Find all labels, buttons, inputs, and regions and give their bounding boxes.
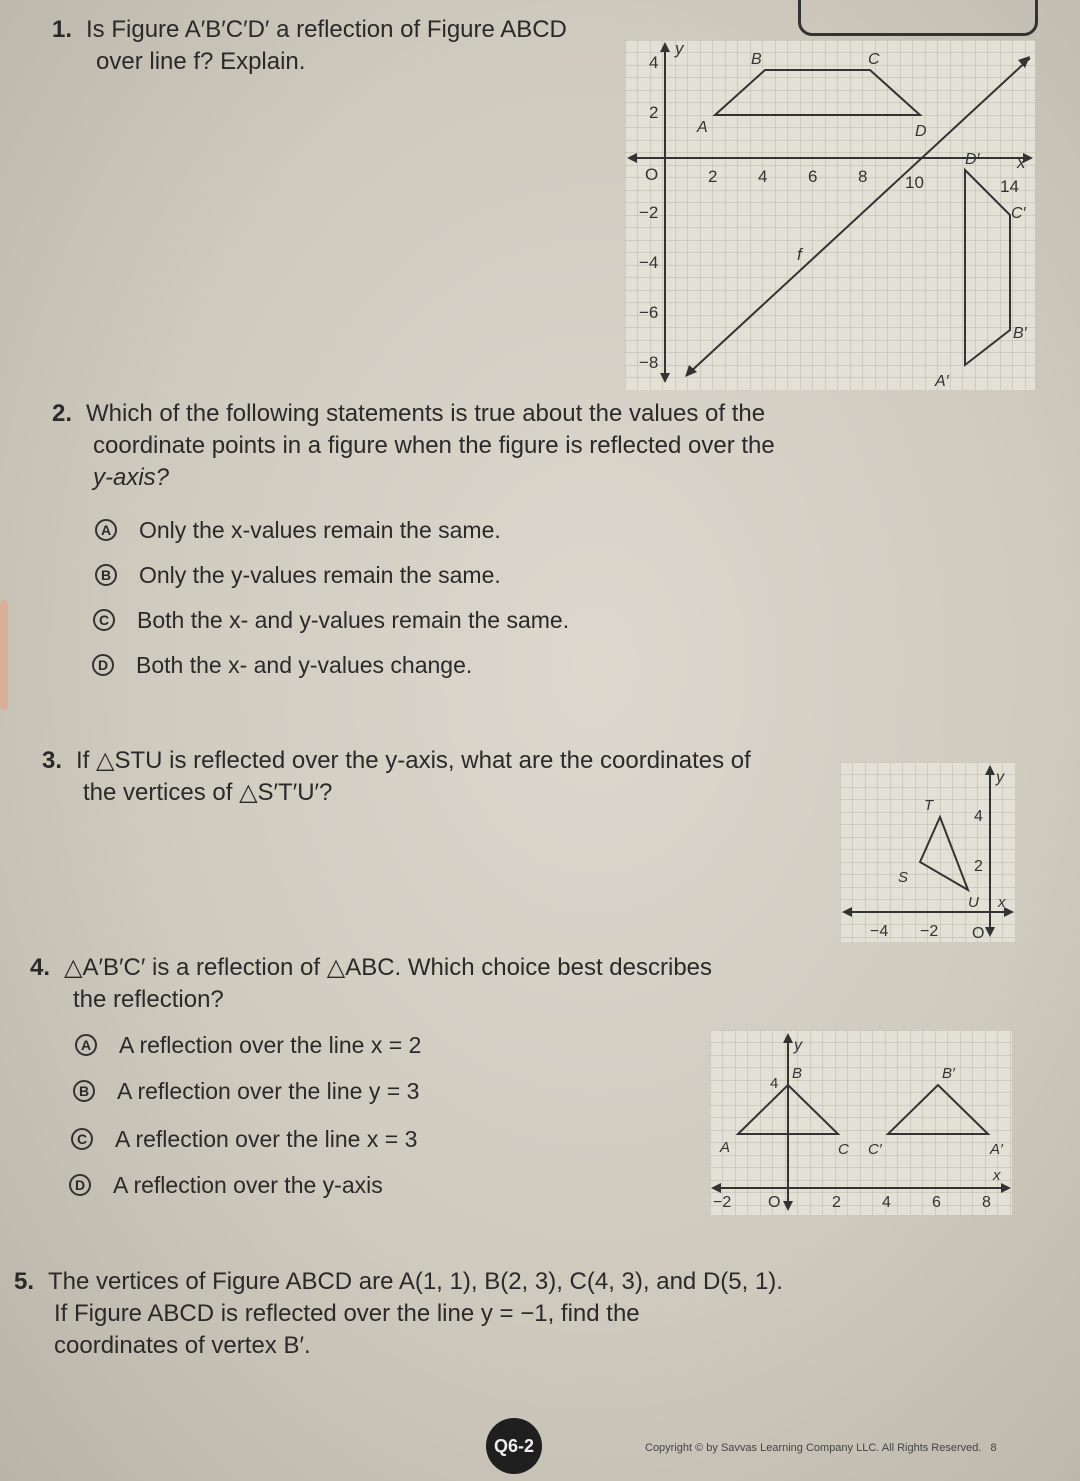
point-label-t: T (924, 797, 934, 814)
x-tick: 2 (832, 1194, 841, 1211)
point-label-c: C (868, 51, 880, 68)
point-label-b: B (792, 1065, 803, 1082)
point-label-a-prime: A′ (935, 373, 949, 390)
point-label-a: A (697, 119, 708, 136)
question-3 (42, 745, 751, 809)
q4-option-d[interactable] (69, 1170, 383, 1200)
option-text: A reflection over the line x = 2 (119, 1032, 422, 1058)
x-tick: −4 (870, 923, 889, 940)
x-tick: 6 (808, 167, 818, 186)
option-text: Only the x-values remain the same. (139, 517, 501, 543)
origin-label: O (645, 165, 659, 184)
question-1 (52, 14, 567, 78)
answer-box[interactable] (798, 0, 1038, 36)
x-label: x (1017, 153, 1026, 172)
question-text-line: coordinate points in a figure when the figure is reflected over the (93, 432, 775, 459)
q4-option-a[interactable] (75, 1030, 421, 1060)
q1-graph-svg (625, 40, 1035, 390)
q2-option-d[interactable] (92, 650, 472, 680)
point-label-a: A (720, 1139, 731, 1156)
question-text-line: △A′B′C′ is a reflection of △ABC. Which choice best describes (64, 954, 713, 981)
question-text-line: If Figure ABCD is reflected over the line y = −1, find the (54, 1300, 640, 1327)
q3-graph (840, 762, 1015, 942)
question-text-line: coordinates of vertex B′. (54, 1332, 311, 1359)
x-tick: −2 (920, 923, 939, 940)
q4-graph-svg (710, 1030, 1012, 1215)
question-4 (30, 952, 712, 1016)
copyright-text: Copyright © by Savvas Learning Company LLC. All Rights Reserved. (645, 1442, 982, 1454)
x-tick: 8 (858, 167, 868, 186)
y-tick: 2 (974, 858, 983, 875)
x-tick: 2 (708, 167, 718, 186)
option-bubble[interactable]: C (93, 609, 115, 631)
point-label-s: S (898, 869, 909, 886)
question-number: 3. (42, 747, 63, 774)
option-text: A reflection over the line y = 3 (117, 1078, 420, 1104)
point-label-b-prime: B′ (1013, 325, 1027, 342)
question-5 (14, 1266, 783, 1362)
origin-label: O (972, 925, 985, 942)
question-number: 2. (52, 400, 73, 427)
question-number: 5. (14, 1268, 35, 1295)
question-text-line: the reflection? (73, 986, 224, 1013)
y-label: y (675, 40, 684, 58)
x-tick: 6 (932, 1194, 941, 1211)
question-text-line: The vertices of Figure ABCD are A(1, 1), B(2, 3), C(4, 3), and D(5, 1). (48, 1268, 783, 1295)
y-label: y (794, 1037, 802, 1054)
option-text: A reflection over the line x = 3 (115, 1126, 418, 1152)
question-text-line: the vertices of △S′T′U′? (83, 779, 333, 806)
x-tick: −2 (713, 1194, 732, 1211)
y-label: y (996, 769, 1004, 786)
question-2 (52, 398, 775, 494)
x-tick: 14 (1000, 177, 1019, 196)
page-number: 8 (990, 1442, 997, 1454)
option-bubble[interactable]: C (71, 1128, 93, 1150)
q1-graph (625, 40, 1035, 390)
page-edge-shadow (0, 600, 8, 710)
question-text-line: Which of the following statements is true about the values of the (86, 400, 766, 427)
page-badge: Q6-2 (486, 1418, 542, 1474)
option-text: A reflection over the y-axis (113, 1172, 383, 1198)
q4-graph (710, 1030, 1012, 1215)
x-tick: 8 (982, 1194, 991, 1211)
question-number: 1. (52, 16, 73, 43)
option-bubble[interactable]: B (73, 1080, 95, 1102)
point-label-c-prime: C′ (868, 1141, 882, 1158)
point-label-c-prime: C′ (1011, 205, 1026, 222)
y-tick: −4 (639, 253, 659, 272)
point-label-c: C (838, 1141, 849, 1158)
point-label-b-prime: B′ (942, 1065, 955, 1082)
x-label: x (993, 1167, 1001, 1184)
option-bubble[interactable]: A (75, 1034, 97, 1056)
y-tick: 4 (770, 1075, 779, 1092)
q4-option-c[interactable] (71, 1124, 417, 1154)
x-tick: 4 (882, 1194, 891, 1211)
point-label-d-prime: D′ (965, 151, 980, 168)
x-tick: 4 (758, 167, 768, 186)
y-tick: −8 (639, 353, 659, 372)
y-tick: −2 (639, 203, 659, 222)
x-tick: 10 (905, 173, 924, 192)
x-label: x (998, 894, 1006, 911)
question-number: 4. (30, 954, 51, 981)
q3-graph-svg (840, 762, 1015, 942)
option-bubble[interactable]: D (69, 1174, 91, 1196)
y-tick: 2 (649, 103, 659, 122)
y-tick: −6 (639, 303, 659, 322)
option-bubble[interactable]: A (95, 519, 117, 541)
question-text-line: If △STU is reflected over the y-axis, what are the coordinates of (76, 747, 751, 774)
point-label-b: B (751, 51, 762, 68)
origin-label: O (768, 1194, 781, 1211)
point-label-d: D (915, 123, 927, 140)
question-text-line: over line f? Explain. (96, 48, 306, 75)
line-label-f: f (797, 245, 802, 264)
copyright-footer (645, 1442, 997, 1454)
option-bubble[interactable]: B (95, 564, 117, 586)
question-text-line: Is Figure A′B′C′D′ a reflection of Figure ABCD (86, 16, 567, 43)
q2-option-b[interactable] (95, 560, 501, 590)
question-text-line: y-axis? (93, 464, 170, 491)
option-bubble[interactable]: D (92, 654, 114, 676)
option-text: Both the x- and y-values change. (136, 652, 473, 678)
point-label-u: U (968, 894, 979, 911)
option-text: Only the y-values remain the same. (139, 562, 501, 588)
y-tick: 4 (649, 53, 659, 72)
q2-option-c[interactable] (93, 605, 569, 635)
q4-option-b[interactable] (73, 1076, 419, 1106)
point-label-a-prime: A′ (990, 1141, 1003, 1158)
y-tick: 4 (974, 808, 983, 825)
q2-option-a[interactable] (95, 515, 501, 545)
option-text: Both the x- and y-values remain the same. (137, 607, 570, 633)
